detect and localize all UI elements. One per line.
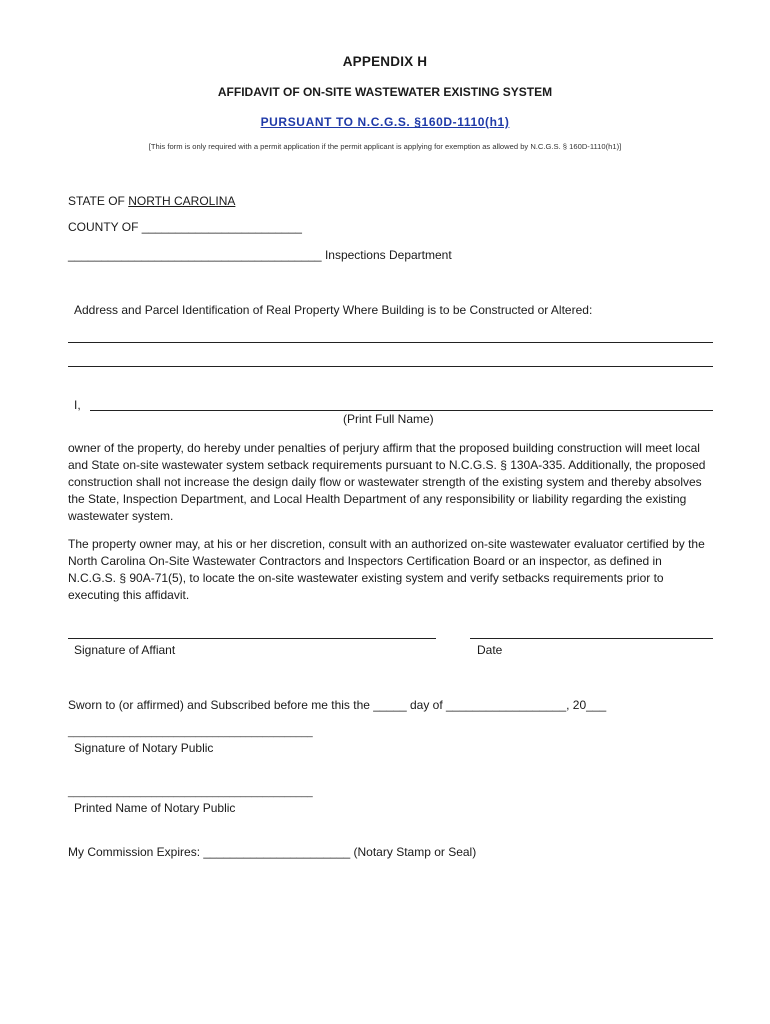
address-parcel-label: Address and Parcel Identification of Real Property Where Building is to be Constructed or Altered: — [74, 303, 593, 317]
print-name-caption: (Print Full Name) — [343, 412, 434, 426]
affiant-signature-line[interactable] — [68, 638, 436, 639]
address-line-1[interactable] — [68, 342, 713, 343]
address-line-2[interactable] — [68, 366, 713, 367]
department-blank[interactable]: ______________________________________ — [68, 248, 322, 262]
state-label: STATE OF — [68, 194, 129, 208]
inspections-department-line — [68, 248, 452, 262]
state-value: NORTH CAROLINA — [128, 194, 236, 208]
state-line — [68, 194, 235, 208]
notary-printed-name-blank[interactable]: ____________________________________________ — [68, 787, 313, 798]
sworn-subscribed-line: Sworn to (or affirmed) and Subscribed before me this the _____ day of __________________, 20___ — [68, 698, 607, 712]
appendix-title: APPENDIX H — [342, 54, 428, 69]
date-label: Date — [477, 643, 503, 657]
consultation-paragraph: The property owner may, at his or her discretion, consult with an authorized on-site wastewater evaluator certified by the North Carolina On-Site Wastewater Contractors and Inspectors Certification Board or an inspector, as defined in N.C.G.S. § 90A-71(5), to locate the on-site wastewater existing system and verify setbacks requirements prior to executing this affidavit. — [68, 537, 705, 602]
county-label: COUNTY OF — [68, 220, 142, 234]
i-label: I, — [74, 398, 81, 412]
county-line — [68, 220, 302, 234]
signature-of-affiant-label: Signature of Affiant — [74, 643, 176, 657]
printed-name-of-notary-label: Printed Name of Notary Public — [74, 801, 236, 815]
form-requirement-note: [This form is only required with a permit application if the permit applicant is applying for exemption as allowed by N.C.G.S. § 160D-1110(h1)] — [148, 142, 622, 151]
county-blank[interactable]: ________________________ — [141, 220, 302, 234]
signature-of-notary-label: Signature of Notary Public — [74, 741, 214, 755]
statute-reference: PURSUANT TO N.C.G.S. §160D-1110(h1) — [260, 115, 510, 129]
affirmation-paragraph: owner of the property, do hereby under penalties of perjury affirm that the proposed building construction will meet local and State on-site wastewater system setback requirements pursuant to N.C.G.S. § 130A-335. Additionally, the proposed construction shall not increase the design daily flow or wastewater strength of the existing system and thereby absolves the State, Inspection Department, and Local Health Department of any responsibility or liability regarding the existing wastewater system. — [68, 441, 706, 523]
affidavit-title: AFFIDAVIT OF ON-SITE WASTEWATER EXISTING SYSTEM — [217, 85, 553, 99]
print-full-name-line[interactable] — [90, 410, 713, 411]
notary-signature-blank[interactable]: ____________________________________________ — [68, 727, 313, 738]
date-line[interactable] — [470, 638, 713, 639]
commission-expires-line: My Commission Expires: ______________________ (Notary Stamp or Seal) — [68, 845, 477, 859]
department-label: Inspections Department — [321, 248, 452, 262]
